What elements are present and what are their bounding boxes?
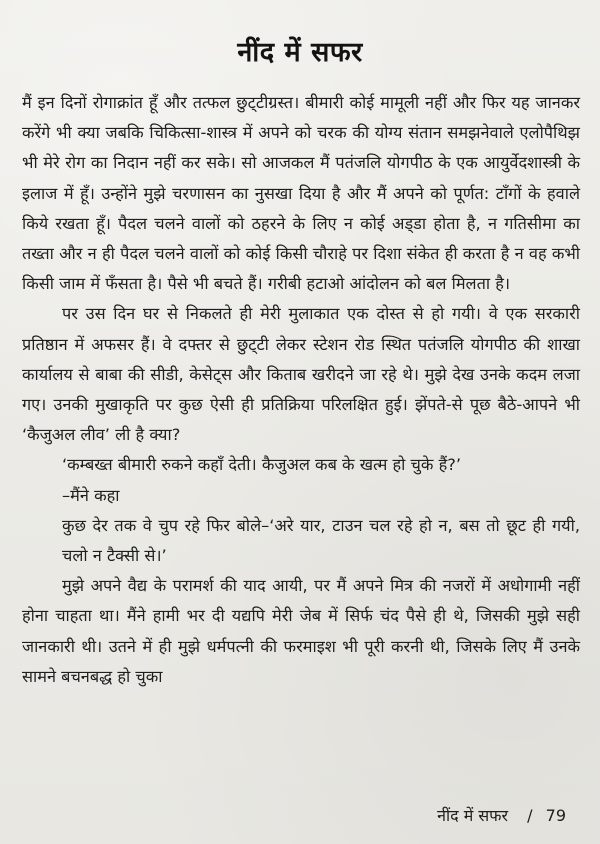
paragraph-3: कुछ देर तक वे चुप रहे फिर बोले–‘अरे यार, टाउन चल रहे हो न, बस तो छूट ही गयी, चलो न टैक्सी से।’ (62, 515, 580, 566)
dialogue-quote: ‘कम्बख्त बीमारी रुकने कहाँ देती। कैजुअल कब के खत्म हो चुके हैं?’ (62, 455, 462, 475)
page-footer (437, 804, 566, 826)
paragraph-1: मैं इन दिनों रोगाक्रांत हूँ और तत्फल छुट्‌टीग्रस्त। बीमारी कोई मामूली नहीं और फिर यह जानकर करेंगे भी क्या जबकि चिकित्सा-शास्त्र में अपने को चरक की योग्य संतान समझनेवाले एलोपैथिझ भी मेरे रोग का निदान नहीं कर सके। सो आजकल मैं पतंजलि योगपीठ के एक आयुर्वेदशास्त्री के इलाज में हूँ। उन्होंने मुझे चरणासन का नुसखा दिया है और मैं अपने को पूर्णत: टाँगों के हवाले किये रखता हूँ। पैदल चलने वालों को ठहरने के लिए न कोई अड्‌डा होता है, न गतिसीमा का तख्ता और न ही पैदल चलने वालों को कोई किसी चौराहे पर दिशा संकेत ही करता है न वह कभी किसी जाम में फँसता है। पैसे भी बचते हैं। गरीबी हटाओ आंदोलन को बल मिलता है। (22, 93, 580, 294)
paragraph-4: मुझे अपने वैद्य के परामर्श की याद आयी, पर मैं अपने मित्र की नजरों में अधोगामी नहीं होना चाहता था। मैंने हामी भर दी यद्यपि मेरी जेब में सिर्फ चंद पैसे ही थे, जिसकी मुझे सही जानकारी थी। उतने में ही मुझे धर्मपत्नी की फरमाइश भी पूरी करनी थी, जिसके लिए मैं उनके सामने बचनबद्ध हो चुका (22, 576, 580, 686)
footer-separator: / (527, 806, 533, 825)
body-text (22, 88, 580, 692)
dialogue-attribution: –मैंने कहा (62, 485, 120, 505)
paragraph-2: पर उस दिन घर से निकलते ही मेरी मुलाकात एक दोस्त से हो गयी। वे एक सरकारी प्रतिष्ठान में अफसर हैं। वे दफ्तर से छुट्‌टी लेकर स्टेशन रोड स्थित पतंजलि योगपीठ की शाखा कार्यालय से बाबा की सीडी, केसेट्स और किताब खरीदने जा रहे थे। मुझे देख उनके कदम लजा गए। उनकी मुखाकृति पर कुछ ऐसी ही प्रतिक्रिया परिलक्षित हुई। झेंपते-से पूछ बैठे-आपने भी ‘कैजुअल लीव’ ली है क्या? (22, 304, 580, 445)
page-title: नींद में सफर (237, 37, 363, 69)
page-number: 79 (545, 806, 566, 825)
footer-running-title: नींद में सफर (437, 806, 509, 825)
